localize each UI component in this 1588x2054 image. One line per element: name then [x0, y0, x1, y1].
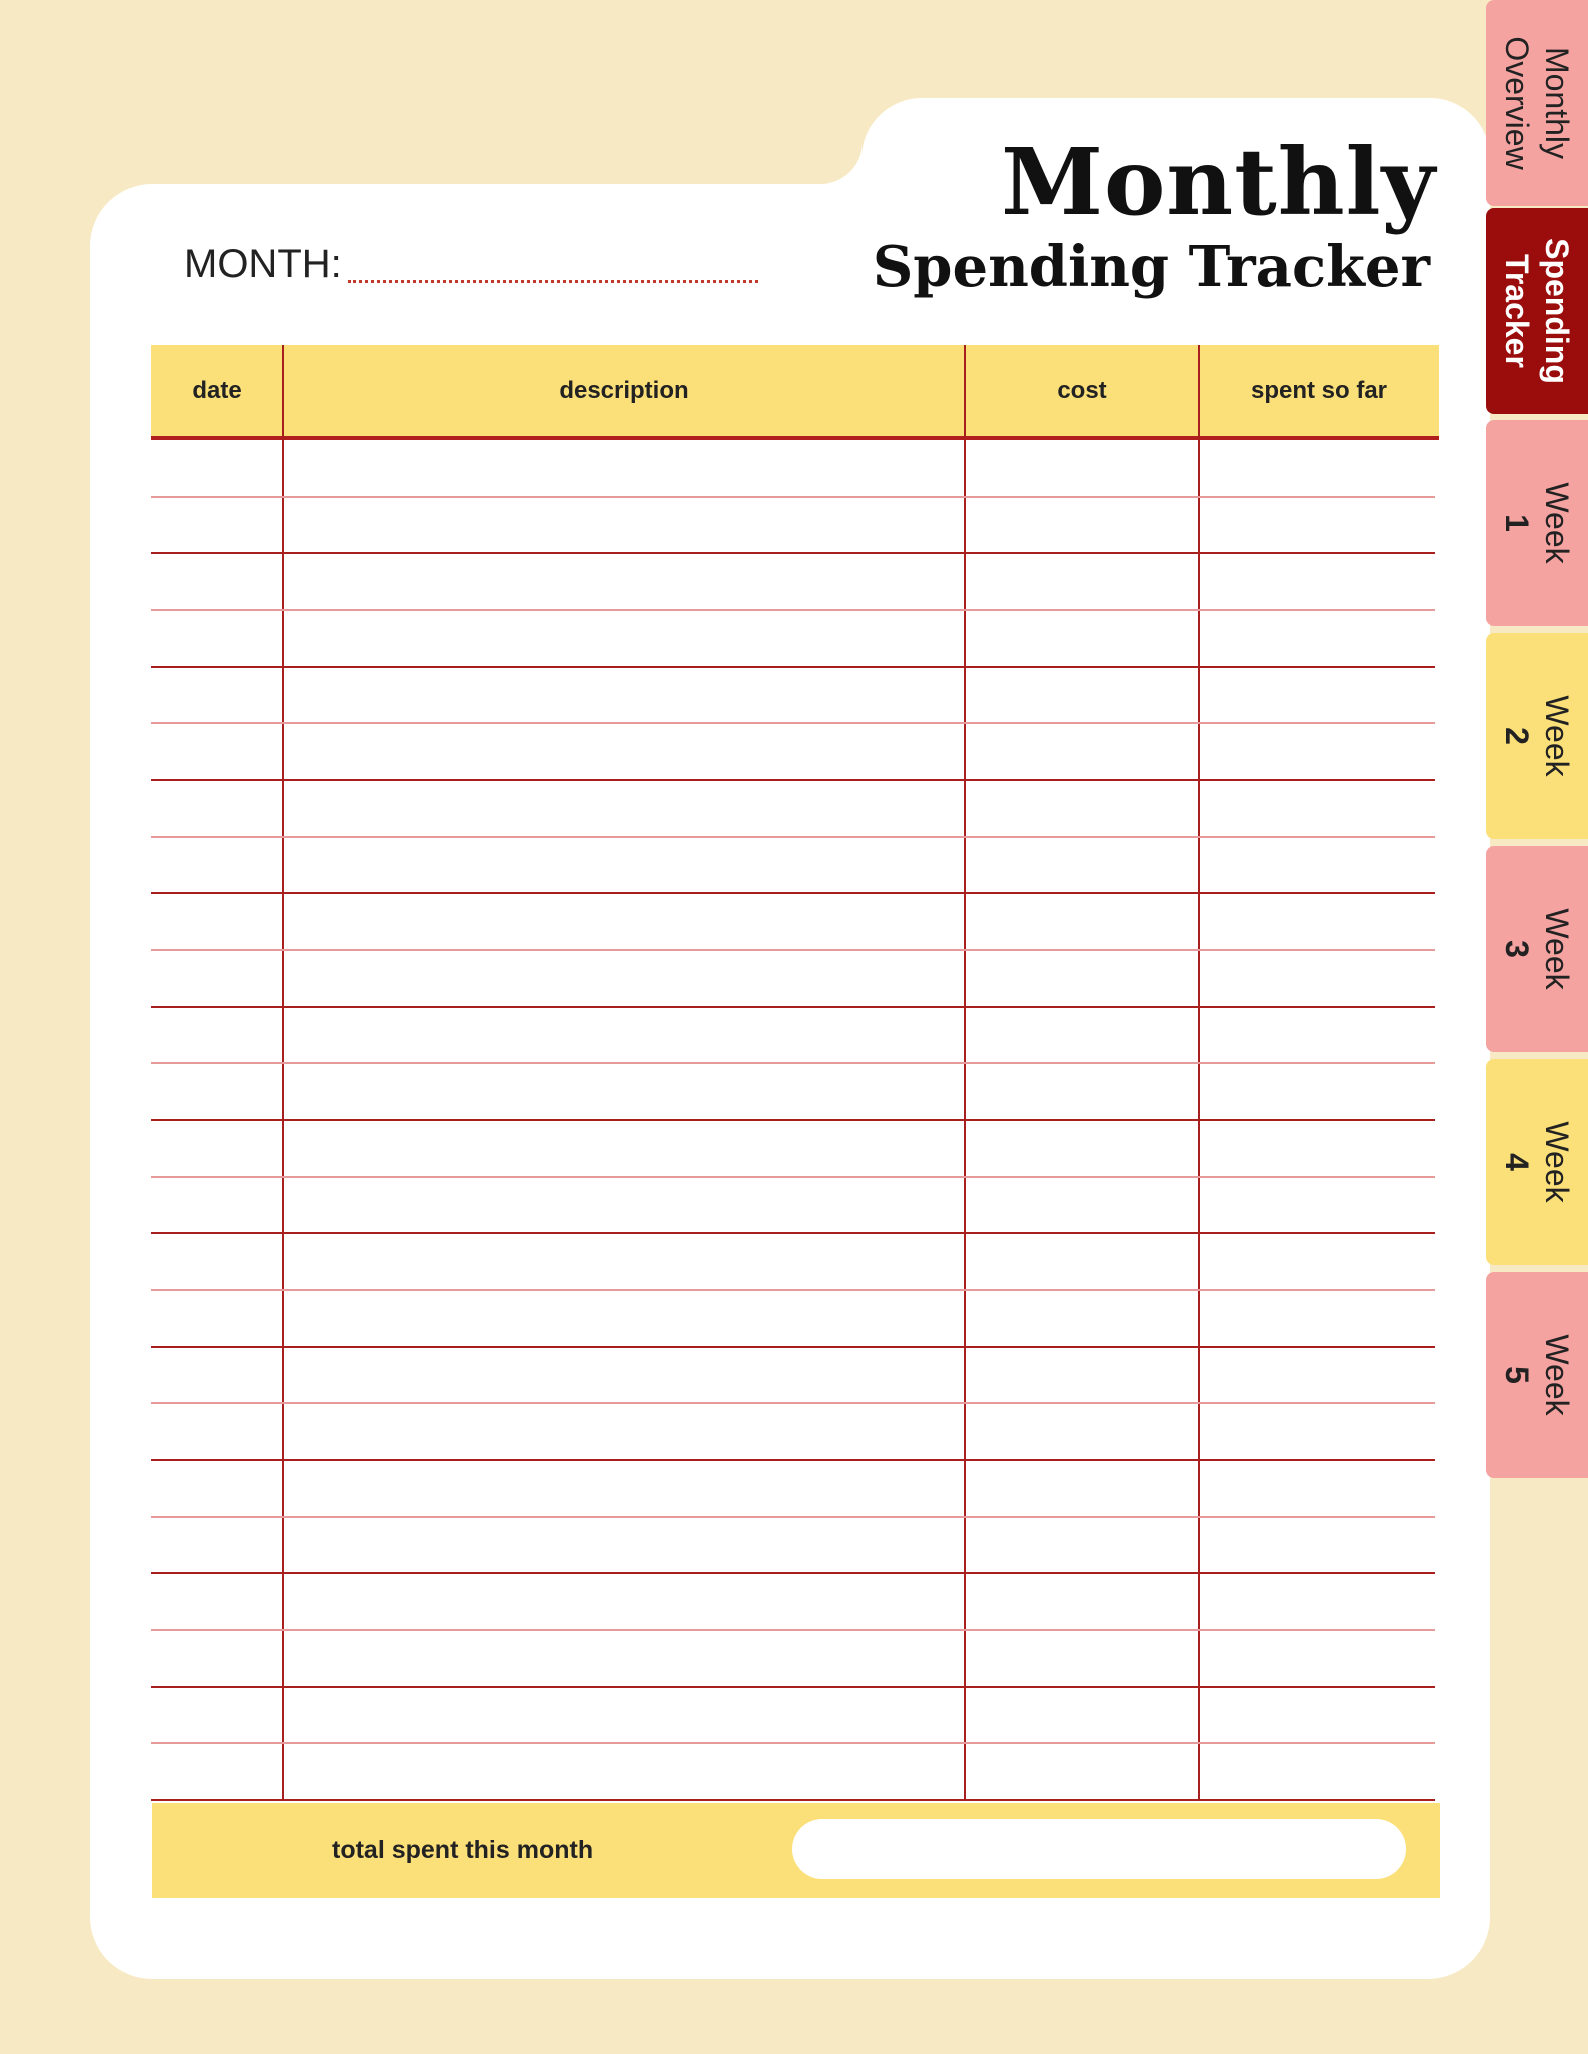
table-row[interactable]	[151, 1572, 1435, 1574]
side-tab[interactable]	[1486, 0, 1588, 206]
table-row[interactable]	[151, 836, 1435, 838]
table-row[interactable]	[151, 1176, 1435, 1178]
side-tab-label-line2: Overview	[1499, 36, 1535, 170]
table-row[interactable]	[151, 892, 1435, 894]
card-notch	[820, 142, 862, 184]
side-tab-label-line1: Spending	[1539, 238, 1575, 384]
table-row[interactable]	[151, 1119, 1435, 1121]
table-row[interactable]	[151, 1232, 1435, 1234]
table-row[interactable]	[151, 1459, 1435, 1461]
side-tab[interactable]	[1486, 420, 1588, 626]
side-tab-label	[1497, 695, 1577, 776]
side-tab-label	[1497, 1334, 1577, 1415]
side-tab-label-line1: Monthly	[1539, 46, 1575, 160]
side-tab-label	[1497, 36, 1577, 169]
side-tab-label-line2: 1	[1499, 514, 1535, 532]
table-row[interactable]	[151, 1516, 1435, 1518]
column-header-description: description	[559, 377, 689, 404]
table-row[interactable]	[151, 949, 1435, 951]
table-row[interactable]	[151, 779, 1435, 781]
table-row[interactable]	[151, 1686, 1435, 1688]
column-divider	[964, 345, 966, 1800]
side-tab-label	[1497, 908, 1577, 989]
side-tab-label-line1: Week	[1539, 1334, 1575, 1416]
table-row[interactable]	[151, 1346, 1435, 1348]
side-tab-label	[1497, 238, 1577, 384]
table-row[interactable]	[151, 552, 1435, 554]
side-tab-label-line2: Tracker	[1499, 254, 1535, 368]
month-label: MONTH:	[184, 242, 342, 286]
table-row[interactable]	[151, 1402, 1435, 1404]
side-tab-label-line2: 4	[1499, 1153, 1535, 1171]
table-row[interactable]	[151, 609, 1435, 611]
spending-table	[151, 345, 1439, 1800]
table-row[interactable]	[151, 1742, 1435, 1744]
page-subtitle: Spending Tracker	[872, 234, 1430, 300]
column-header-spent-so-far: spent so far	[1250, 377, 1388, 404]
side-tab-label-line1: Week	[1539, 482, 1575, 564]
table-row[interactable]	[151, 666, 1435, 668]
side-tab[interactable]	[1486, 1272, 1588, 1478]
side-tab[interactable]	[1486, 633, 1588, 839]
page-title: Monthly	[1001, 128, 1436, 236]
table-row[interactable]	[151, 1062, 1435, 1064]
column-header-date: date	[192, 377, 242, 404]
total-input[interactable]	[792, 1819, 1406, 1879]
total-label: total spent this month	[332, 1836, 594, 1864]
side-tab-label-line2: 2	[1499, 727, 1535, 745]
side-tab-label-line2: 3	[1499, 940, 1535, 958]
column-header-cost: cost	[1057, 377, 1107, 404]
table-row[interactable]	[151, 1006, 1435, 1008]
side-tab-label	[1497, 1121, 1577, 1202]
side-tab-label	[1497, 482, 1577, 563]
total-bar	[152, 1803, 1440, 1898]
side-tab-label-line2: 5	[1499, 1366, 1535, 1384]
table-row[interactable]	[151, 1629, 1435, 1631]
side-tab-label-line1: Week	[1539, 908, 1575, 990]
side-tab[interactable]	[1486, 846, 1588, 1052]
table-row[interactable]	[151, 722, 1435, 724]
table-row[interactable]	[151, 496, 1435, 498]
column-divider	[1198, 345, 1200, 1800]
table-row[interactable]	[151, 1289, 1435, 1291]
table-row[interactable]	[151, 1799, 1435, 1801]
month-input[interactable]	[348, 280, 758, 283]
side-tab[interactable]	[1486, 208, 1588, 414]
side-tab-label-line1: Week	[1539, 695, 1575, 777]
side-tab-label-line1: Week	[1539, 1121, 1575, 1203]
side-tab[interactable]	[1486, 1059, 1588, 1265]
column-divider	[282, 345, 284, 1800]
table-header	[151, 345, 1439, 440]
